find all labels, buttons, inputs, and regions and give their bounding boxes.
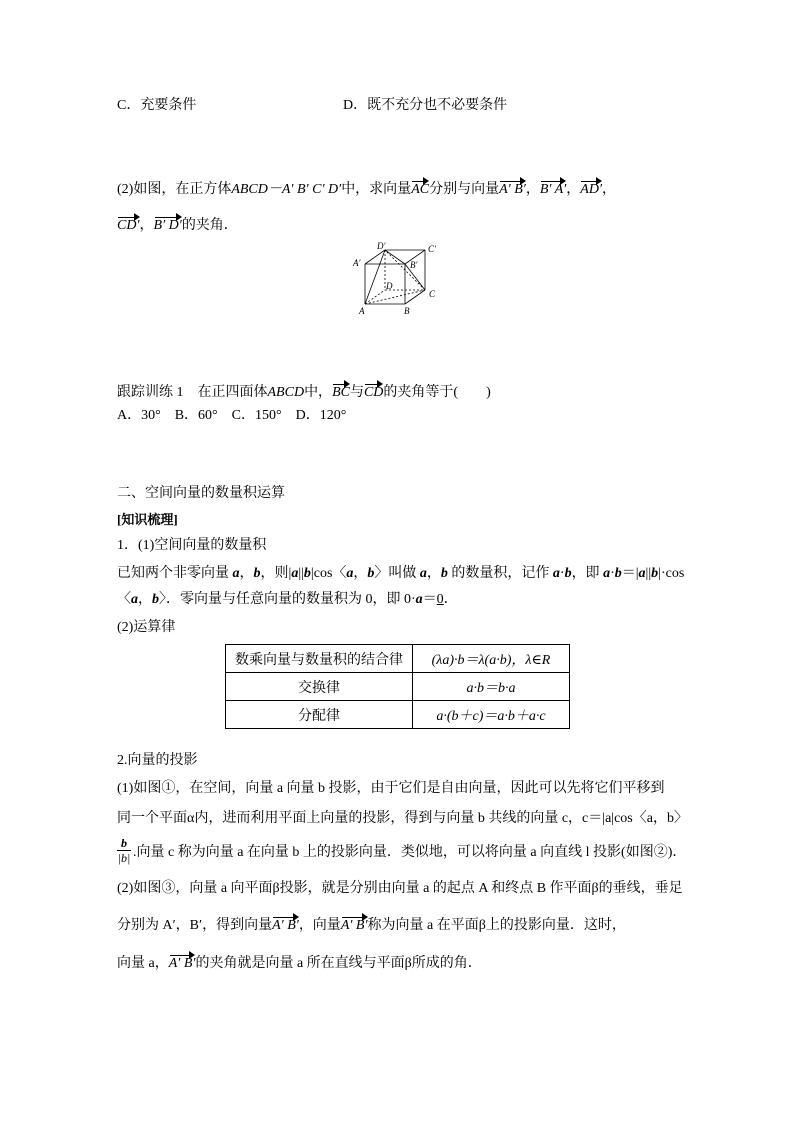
option-d: D．既不充分也不必要条件 [343,98,508,113]
question-2-line-2: CD′，B′ D′的夹角． [117,213,238,236]
vector-b1a1: B′ A′ [540,177,566,197]
projection-line-1: (1)如图①，在空间，向量 a 向量 b 投影，由于它们是自由向量，因此可以先将它们平移到 [117,781,665,796]
rule-name: 数乘向量与数量积的结合律 [226,645,413,673]
definition-line-2: 〈a，b〉．零向量与任意向量的数量积为 0，即 0·a＝0． [117,592,458,607]
vector-cd1: CD′ [117,213,140,233]
q2-mid1: 中，求向量 [341,182,412,197]
projection-line-2: 同一个平面α内，进而利用平面上向量的投影，得到与向量 b 共线的向量 c，c＝|a|cos〈a，b〉 [117,811,688,826]
zero-vector: 0 [436,592,444,607]
follow-options: A．30° B．60° C．150° D．120° [117,408,347,423]
projection-title: 2.向量的投影 [117,753,198,768]
projection-line-4: (2)如图③，向量 a 向平面β投影，就是分别由向量 a 的起点 A 和终点 B 作平面β的垂线，垂足 [117,881,683,896]
q2-suffix: 的夹角． [181,218,238,233]
definition-line-1: 已知两个非零向量 a，b，则|a||b|cos〈a，b〉叫做 a，b 的数量积，记作 a·b，即 a·b＝|a||b|·cos [117,566,685,581]
option-c: C．充要条件 [117,98,197,113]
rule-name: 分配律 [226,701,413,729]
rule-formula: a·b＝b·a [413,673,570,701]
q2-prefix: (2)如图，在正方体 [117,182,232,197]
vector-bc: BC [332,380,350,400]
knowledge-heading: [知识梳理] [117,512,178,527]
dot-product-title: 1．(1)空间向量的数量积 [117,538,267,553]
cube-name: ABCD－A′ B′ C′ D′ [231,182,342,197]
question-2-line-1: (2)如图，在正方体ABCD－A′ B′ C′ D′中，求向量AC分别与向量A′ B′，B′ A′，AD′， [117,177,616,200]
vector-a1b1: A′ B′ [499,177,526,197]
table-row [226,701,570,729]
section-title: 二、空间向量的数量积运算 [117,486,285,501]
projection-line-6: 向量 a，A′ B′的夹角就是向量 a 所在直线与平面β所成的角． [117,951,482,974]
label-c1: C′ [428,244,436,254]
vector-cd: CD [364,380,383,400]
label-a1: A′ [353,258,361,268]
cube-figure [350,240,445,318]
q2-mid2: 分别与向量 [429,182,500,197]
vector-b1d1: B′ D′ [154,213,182,233]
rules-title: (2)运算律 [117,620,176,635]
table-row [226,645,570,673]
label-a: A [359,306,365,316]
projection-line-5: 分别为 A′，B′，得到向量A′ B′，向量A′ B′称为向量 a 在平面β上的投影向量．这时， [117,913,626,936]
tetra-name: ABCD [267,385,305,400]
follow-exercise-line: 跟踪训练 1 在正四面体ABCD中，BC与CD的夹角等于( ) [117,380,491,403]
vector-a1b1-proj: A′ B′ [272,913,299,933]
label-d: D [386,281,393,291]
label-b: B [404,306,410,316]
rule-formula: (λa)·b＝λ(a·b)，λ∈R [413,645,570,673]
vector-ac: AC [411,177,429,197]
projection-fraction: $\frac{b}{|b|}$ [117,836,131,865]
vector-a1b1-angle: A′ B′ [169,951,196,971]
vector-ad1: AD′ [580,177,602,197]
label-d1: D′ [377,241,386,251]
label-c: C [429,289,436,299]
table-row [226,673,570,701]
projection-line-3: .向量 c 称为向量 a 在向量 b 上的投影向量．类似地，可以将向量 a 向直线 l 投影(如图②)． [133,845,687,860]
label-b1: B′ [410,260,418,270]
follow-prefix: 跟踪训练 1 在正四面体 [117,385,268,400]
rule-formula: a·(b＋c)＝a·b＋a·c [413,701,570,729]
rules-table [225,644,570,729]
rule-name: 交换律 [226,673,413,701]
vector-a1b1-proj-2: A′ B′ [341,913,368,933]
